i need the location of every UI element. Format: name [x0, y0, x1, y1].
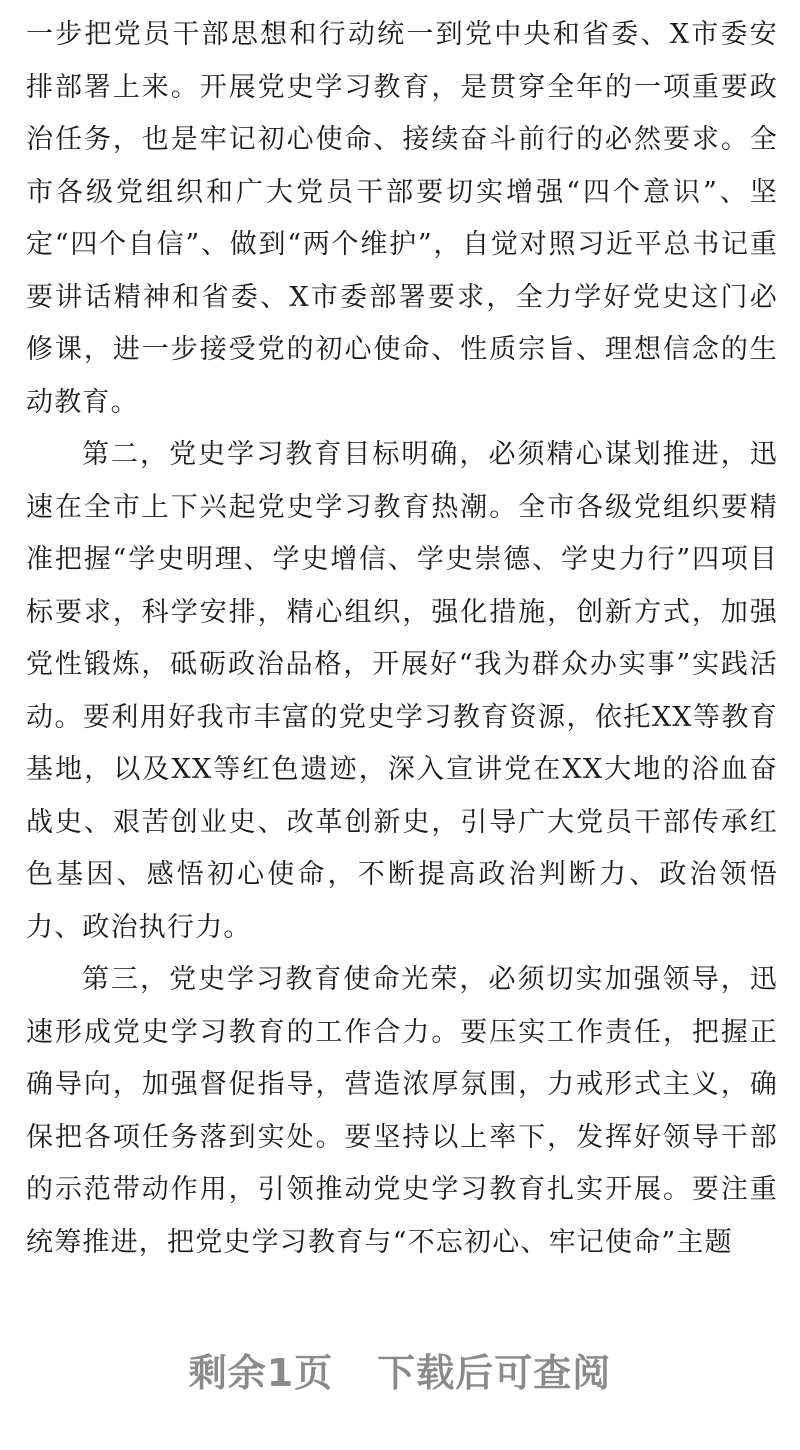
download-prompt-text[interactable]: 下载后可查阅 [377, 1351, 612, 1395]
paragraph-2: 第二，党史学习教育目标明确，必须精心谋划推进，迅速在全市上下兴起党史学习教育热潮。全市各级党组织要精准把握“学史明理、学史增信、学史崇德、学史力行”四项目标要求，科学安排，精心组织，强化措施，创新方式，加强党性锻炼，砥砺政治品格，开展好“我为群众办实事”实践活动。要利用好我市丰富的党史学习教育资源，依托XX等教育基地，以及XX等红色遗迹，深入宣讲党在XX大地的浴血奋战史、艰苦创业史、改革创新史，引导广大党员干部传承红色基因、感悟初心使命，不断提高政治判断力、政治领悟力、政治执行力。 [26, 439, 778, 943]
remaining-pages-text: 剩余1页 [188, 1351, 334, 1395]
paragraph-3: 第三，党史学习教育使命光荣，必须切实加强领导，迅速形成党史学习教育的工作合力。要压实工作责任，把握正确导向，加强督促指导，营造浓厚氛围，力戒形式主义，确保把各项任务落到实处。要坚持以上率下，发挥好领导干部的示范带动作用，引领推动党史学习教育扎实开展。要注重统筹推进，把党史学习教育与“不忘初心、牢记使命”主题 [26, 964, 778, 1258]
paragraph-1: 一步把党员干部思想和行动统一到党中央和省委、X市委安排部署上来。开展党史学习教育，是贯穿全年的一项重要政治任务，也是牢记初心使命、接续奋斗前行的必然要求。全市各级党组织和广大党员干部要切实增强“四个意识”、坚定“四个自信”、做到“两个维护”，自觉对照习近平总书记重要讲话精神和省委、X市委部署要求，全力学好党史这门必修课，进一步接受党的初心使命、性质宗旨、理想信念的生动教育。 [26, 19, 778, 418]
download-prompt-banner[interactable] [0, 1342, 800, 1397]
document-body [26, 0, 778, 1269]
